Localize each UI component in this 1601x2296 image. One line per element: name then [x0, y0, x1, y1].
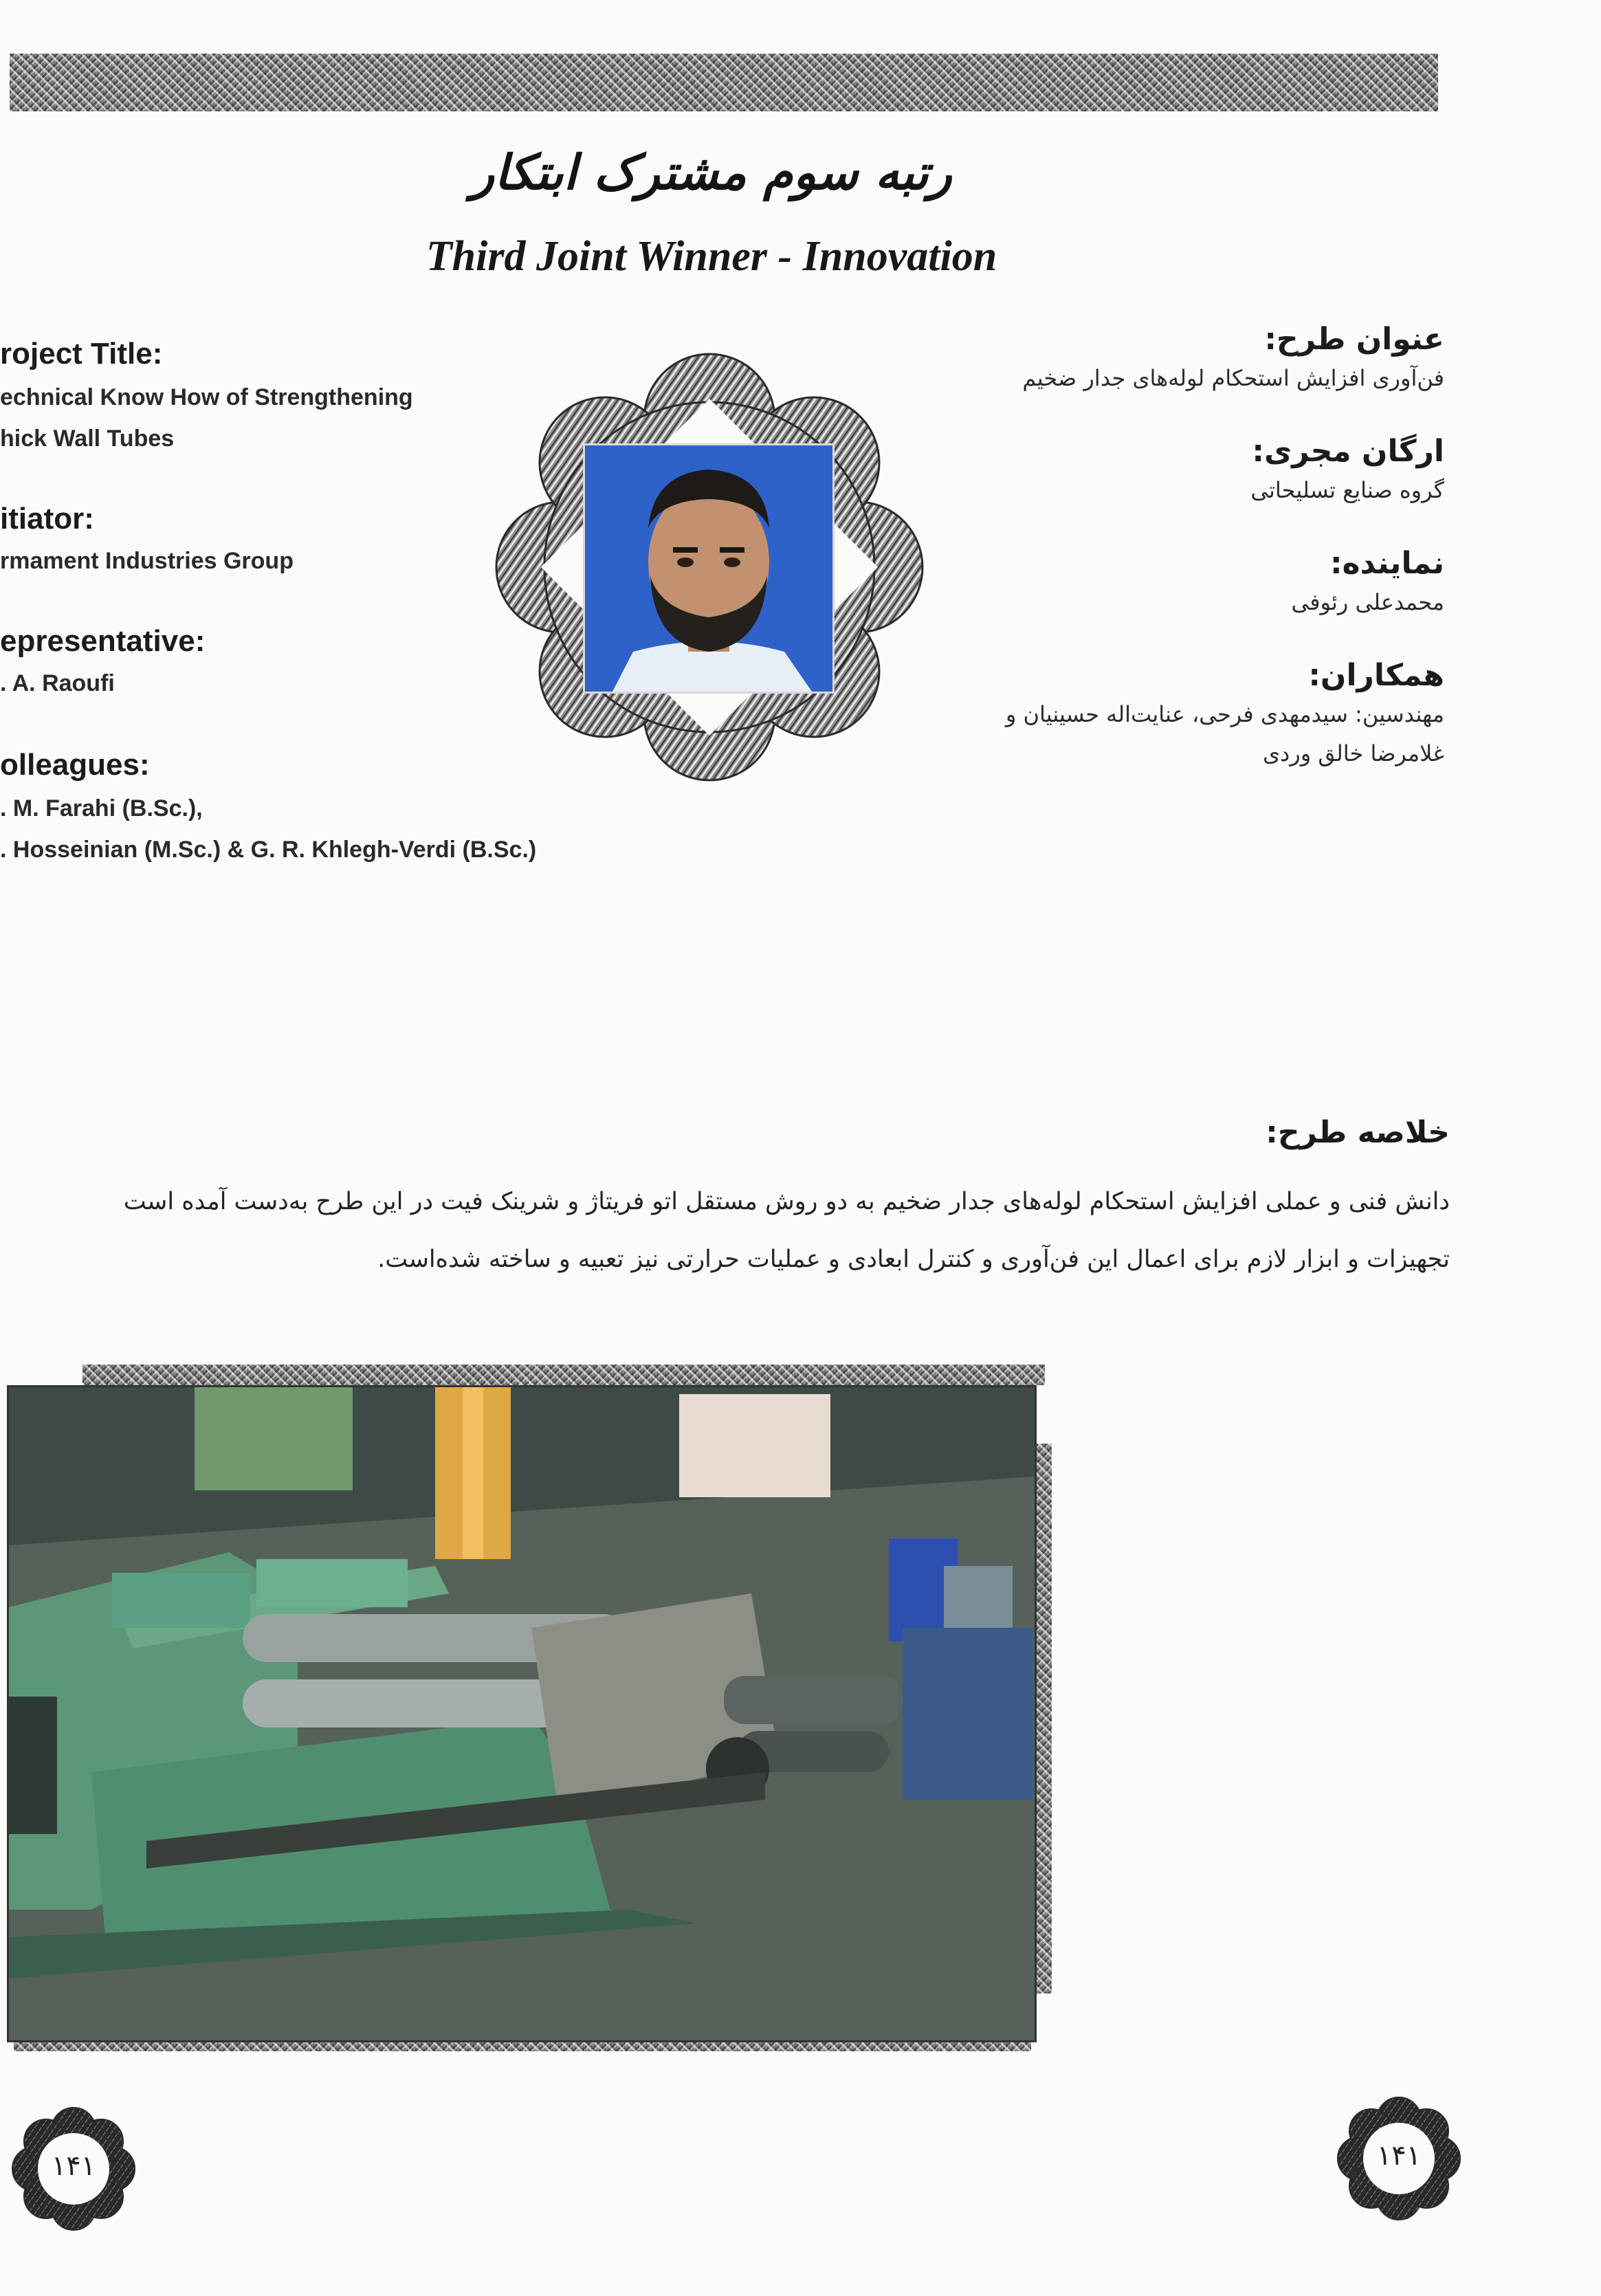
summary-line-2: تجهیزات و ابزار لازم برای اعمال این فن‌آوری و کنترل ابعادی و عملیات حرارتی نیز تعبیه و ساخته شده‌است. [377, 1246, 1450, 1273]
machine-illustration [9, 1387, 1035, 2040]
representative-label-fa: نماینده: [1329, 546, 1444, 581]
portrait-figure [585, 445, 832, 692]
page-title-english: Third Joint Winner - Innovation [426, 233, 997, 280]
portrait-photo [583, 443, 835, 694]
project-title-value-fa: فن‌آوری افزایش استحکام لوله‌های جدار ضخیم [1022, 365, 1444, 391]
page-number-right: ۱۴۱ [1376, 2140, 1422, 2172]
representative-label-en: epresentative: [0, 624, 206, 658]
top-decorative-band [10, 54, 1438, 111]
colleagues-line1-fa: مهندسین: سیدمهدی فرحی، عنایت‌اله حسینیان و [1005, 701, 1444, 727]
project-title-line1-en: echnical Know How of Strengthening [0, 384, 413, 410]
colleagues-line2-fa: غلامرضا خالق وردی [1262, 740, 1444, 766]
machine-photo [7, 1385, 1037, 2042]
project-title-label-en: roject Title: [0, 337, 163, 371]
photo-top-border [82, 1365, 1045, 1385]
representative-value-fa: محمدعلی رئوفی [1291, 589, 1444, 615]
persian-info-column [922, 322, 1444, 771]
page-number-left: ۱۴۱ [51, 2150, 96, 2182]
project-title-label-fa: عنوان طرح: [1264, 322, 1444, 357]
page-title-persian: رتبه سوم مشترک ابتکار [471, 144, 952, 201]
initiator-value-en: rmament Industries Group [0, 548, 294, 574]
summary-line-1: دانش فنی و عملی افزایش استحکام لوله‌های جدار ضخیم به دو روش مستقل اتو فریتاژ و شرینک فیت در این طرح به‌دست آمده است [123, 1188, 1450, 1215]
initiator-value-fa: گروه صنایع تسلیحاتی [1250, 477, 1444, 503]
colleagues-label-en: olleagues: [0, 748, 150, 782]
colleagues-line2-en: . Hosseinian (M.Sc.) & G. R. Khlegh-Verdi (B.Sc.) [0, 837, 537, 863]
colleagues-line1-en: . M. Farahi (B.Sc.), [0, 795, 203, 821]
project-title-line2-en: hick Wall Tubes [0, 426, 175, 452]
colleagues-label-fa: همکاران: [1308, 658, 1444, 693]
representative-value-en: . A. Raoufi [0, 670, 115, 696]
summary-label: خلاصه طرح: [1266, 1115, 1450, 1150]
initiator-label-fa: ارگان مجری: [1252, 434, 1444, 469]
initiator-label-en: itiator: [0, 502, 94, 536]
